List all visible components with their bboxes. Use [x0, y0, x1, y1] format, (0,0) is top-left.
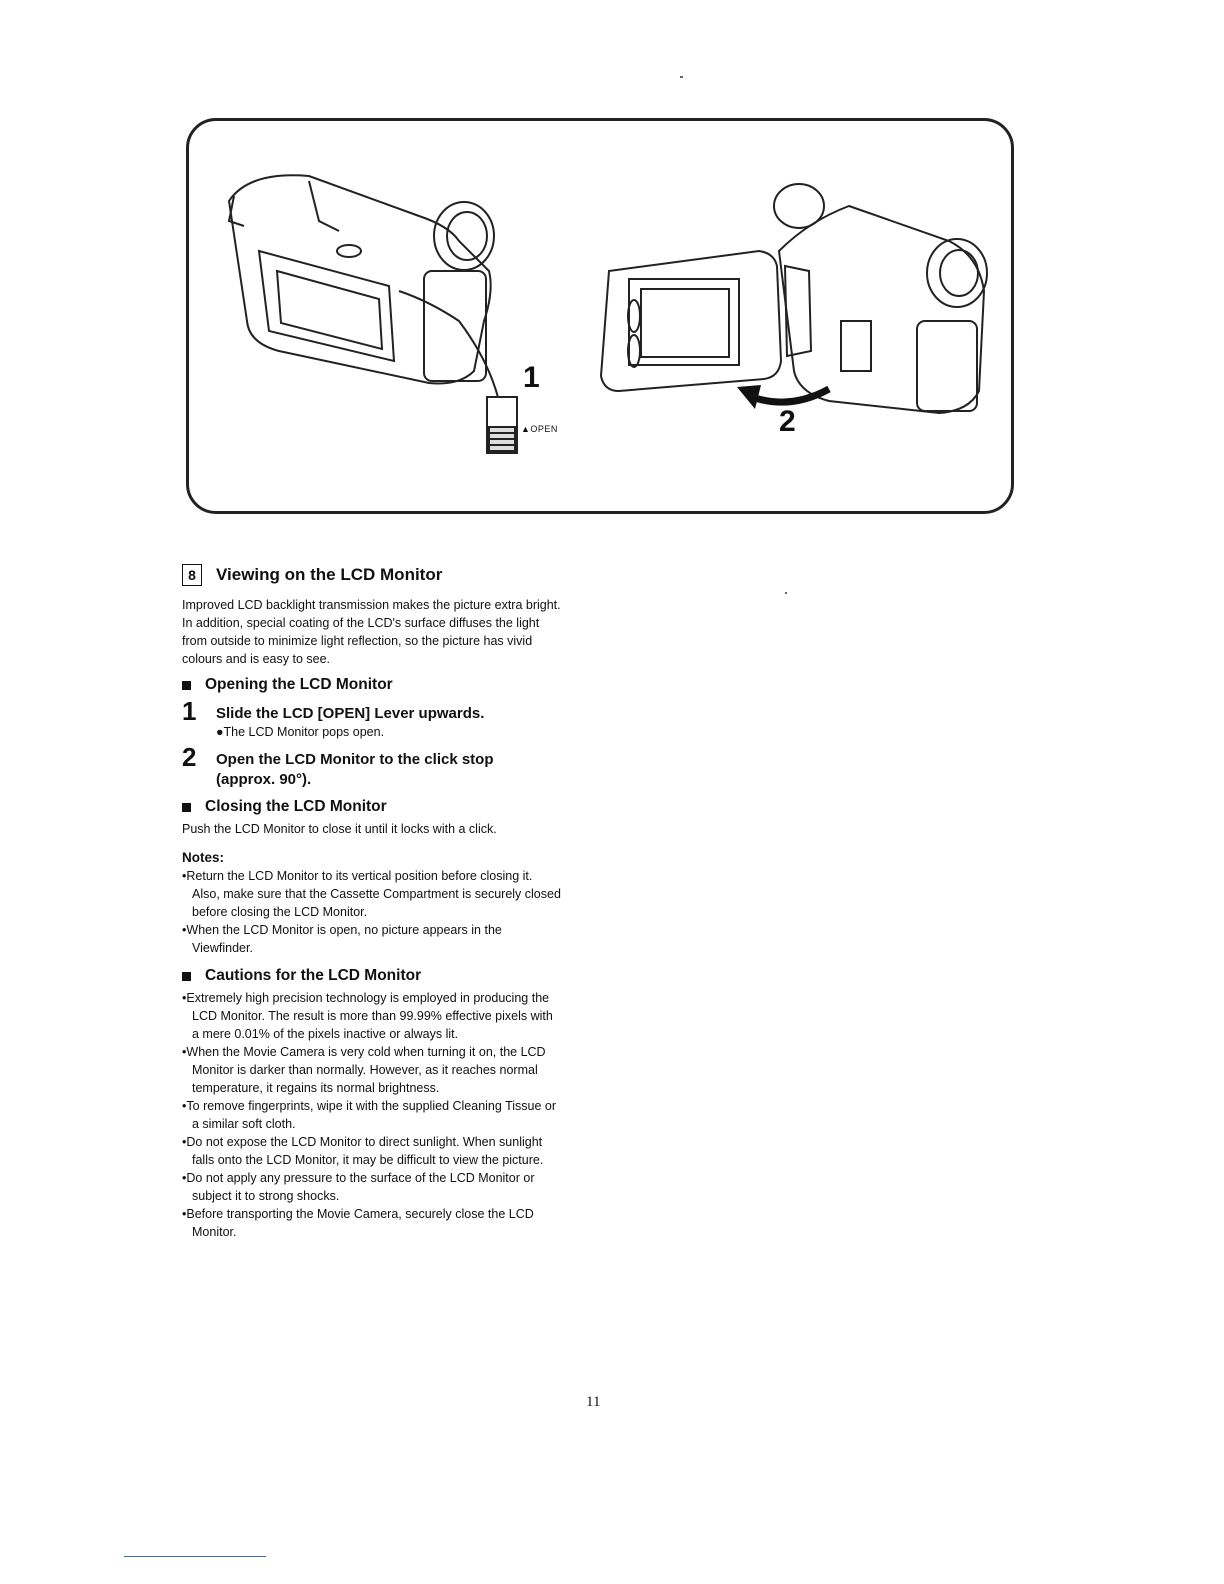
intro-paragraph: Improved LCD backlight transmission makes the picture extra bright. In addition, special coating of the LCD's surface diffuses the light from outside to minimize light reflection, so the picture has vivid colours and is easy to see.: [182, 598, 561, 666]
list-item: • Before transporting the Movie Camera, securely close the LCD Monitor.: [182, 1205, 562, 1241]
step-number: 2: [182, 742, 197, 772]
page-number: 11: [586, 1394, 601, 1410]
section-number: 8: [182, 564, 202, 586]
closing-heading: [182, 798, 562, 816]
step-number: 1: [182, 696, 197, 726]
list-item: • Do not apply any pressure to the surface of the LCD Monitor or subject it to strong shocks.: [182, 1169, 562, 1205]
scan-speck: [785, 592, 787, 594]
camcorder-illustrations: [189, 121, 1017, 517]
manual-content: [182, 564, 562, 1241]
list-item: • Return the LCD Monitor to its vertical position before closing it. Also, make sure that the Cassette Compartment is securely closed before closing the LCD Monitor.: [182, 867, 562, 921]
notes-title: Notes:: [182, 850, 225, 865]
list-item: • Do not expose the LCD Monitor to direct sunlight. When sunlight falls onto the LCD Monitor, it may be difficult to view the picture.: [182, 1133, 562, 1169]
cautions-heading: [182, 967, 562, 985]
camcorder-closed-illustration: [229, 175, 499, 401]
rotation-arrow-icon: [749, 389, 829, 402]
step-2: [182, 744, 562, 790]
illustration-frame: [186, 118, 1014, 514]
notes-list: [182, 867, 562, 957]
open-lever-label: ▲OPEN: [521, 424, 558, 434]
cautions-heading-text: Cautions for the LCD Monitor: [205, 967, 422, 984]
section-title: Viewing on the LCD Monitor: [216, 565, 443, 584]
step-text: Slide the LCD [OPEN] Lever upwards.: [216, 705, 485, 722]
camcorder-open-illustration: [601, 184, 987, 413]
closing-text: Push the LCD Monitor to close it until it locks with a click.: [182, 822, 497, 836]
footer-divider: [124, 1556, 266, 1557]
square-bullet-icon: [182, 803, 191, 812]
scan-speck: [680, 76, 683, 78]
cautions-list: [182, 989, 562, 1241]
square-bullet-icon: [182, 681, 191, 690]
list-item: • When the LCD Monitor is open, no picture appears in the Viewfinder.: [182, 921, 562, 957]
list-item: • To remove fingerprints, wipe it with the supplied Cleaning Tissue or a similar soft cloth.: [182, 1097, 562, 1133]
callout-1: 1: [523, 361, 540, 394]
callout-2: 2: [779, 405, 796, 438]
step-text: Open the LCD Monitor to the click stop (approx. 90°).: [216, 751, 494, 788]
opening-heading-text: Opening the LCD Monitor: [205, 676, 393, 693]
step-1: [182, 698, 562, 740]
open-lever-detail: [487, 397, 517, 453]
opening-heading: [182, 676, 562, 694]
square-bullet-icon: [182, 972, 191, 981]
section-heading: [182, 564, 562, 586]
closing-heading-text: Closing the LCD Monitor: [205, 798, 387, 815]
step-note: ●The LCD Monitor pops open.: [216, 725, 385, 739]
list-item: • Extremely high precision technology is employed in producing the LCD Monitor. The result is more than 99.99% effective pixels with a mere 0.01% of the pixels inactive or always lit.: [182, 989, 562, 1043]
list-item: • When the Movie Camera is very cold when turning it on, the LCD Monitor is darker than normally. However, as it reaches normal temperature, it regains its normal brightness.: [182, 1043, 562, 1097]
